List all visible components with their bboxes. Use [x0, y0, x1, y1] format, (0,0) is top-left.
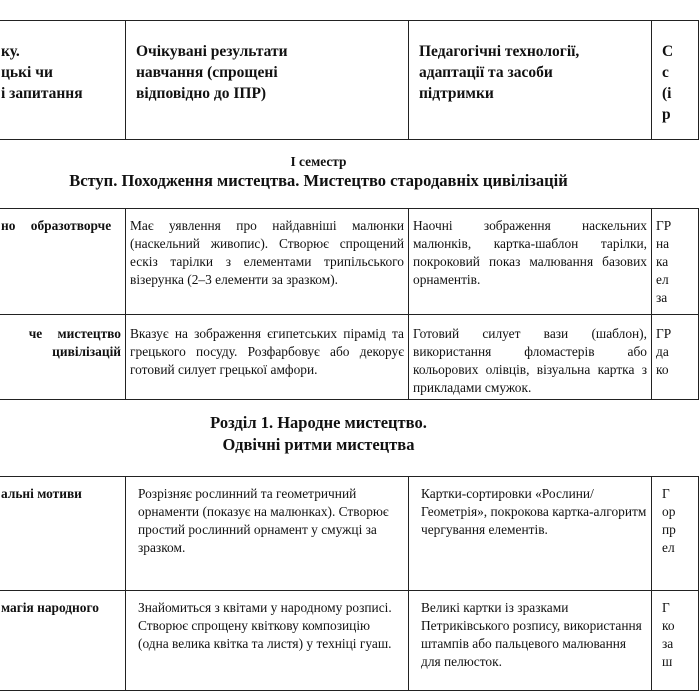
row-results: Має уявлення про найдавніші малюнки (наскельний живопис). Створює спрощений ескіз тарілки з елементами трипільського візерунка (2–3 елементи за зразком). [130, 218, 404, 287]
row-results: Знайомиться з квітами у народному розписі. Створює спрощену квіткову композицію (одна велика квітка та листя) у техніці гуаш. [138, 600, 392, 651]
row-last: ГР на ка ел за [656, 218, 672, 305]
row-technologies: Готовий силует вази (шаблон), використання фломастерів або кольорових олівців, візуальна картка з прикладами смужок. [413, 326, 647, 395]
header-results-text: Очікувані результати навчання (спрощені відповідно до ІПР) [136, 43, 288, 102]
semester-title: Вступ. Походження мистецтва. Мистецтво стародавніх цивілізацій [69, 171, 568, 190]
row-technologies: Наочні зображення наскельних малюнків, картка-шаблон тарілки, покроковий показ малювання базових орнаментів. [413, 218, 647, 287]
table-row [0, 209, 699, 315]
section-row [0, 400, 699, 477]
row-last: Г ор пр ел [662, 486, 676, 555]
row-topic: че мистецтво цивілізацій [28, 326, 121, 359]
row-technologies: Картки-сортировки «Рослини/Геометрія», покрокова картка-алгоритм чергування елементів. [421, 486, 647, 537]
header-technologies [409, 21, 652, 140]
header-last [652, 21, 699, 140]
row-last: ГР да ко [656, 326, 672, 377]
header-last-text: С с (і р [662, 43, 674, 123]
semester-label: І семестр [290, 154, 347, 169]
section-title-line2: Одвічні ритми мистецтва [222, 435, 415, 454]
row-topic: но образотворче [1, 218, 112, 233]
header-topic-text: ку. цькі чи і запитання [1, 43, 83, 102]
header-technologies-text: Педагогічні технології, адаптації та засоби підтримки [419, 43, 580, 102]
row-technologies: Великі картки із зразками Петриківського розпису, використання штампів або пальцевого малювання для пелюсток. [421, 600, 642, 669]
table-row [0, 477, 699, 591]
table-row [0, 591, 699, 691]
row-topic: магія народного [1, 600, 99, 615]
curriculum-table [0, 20, 699, 691]
section-title-line1: Розділ 1. Народне мистецтво. [210, 413, 427, 432]
row-last: Г ко за ш [662, 600, 675, 669]
row-topic: альні мотиви [1, 486, 82, 501]
semester-row [0, 140, 699, 209]
row-results: Розрізняє рослинний та геометричний орнаменти (показує на малюнках). Створює простий рослинний орнамент у смужці за зразком. [138, 486, 389, 555]
row-results: Вказує на зображення єгипетських пірамід та грецького посуду. Розфарбовує або декорує готовий силует грецької амфори. [130, 326, 404, 377]
header-row [0, 21, 699, 140]
table-row [0, 315, 699, 400]
header-results [126, 21, 409, 140]
header-topic [0, 21, 126, 140]
